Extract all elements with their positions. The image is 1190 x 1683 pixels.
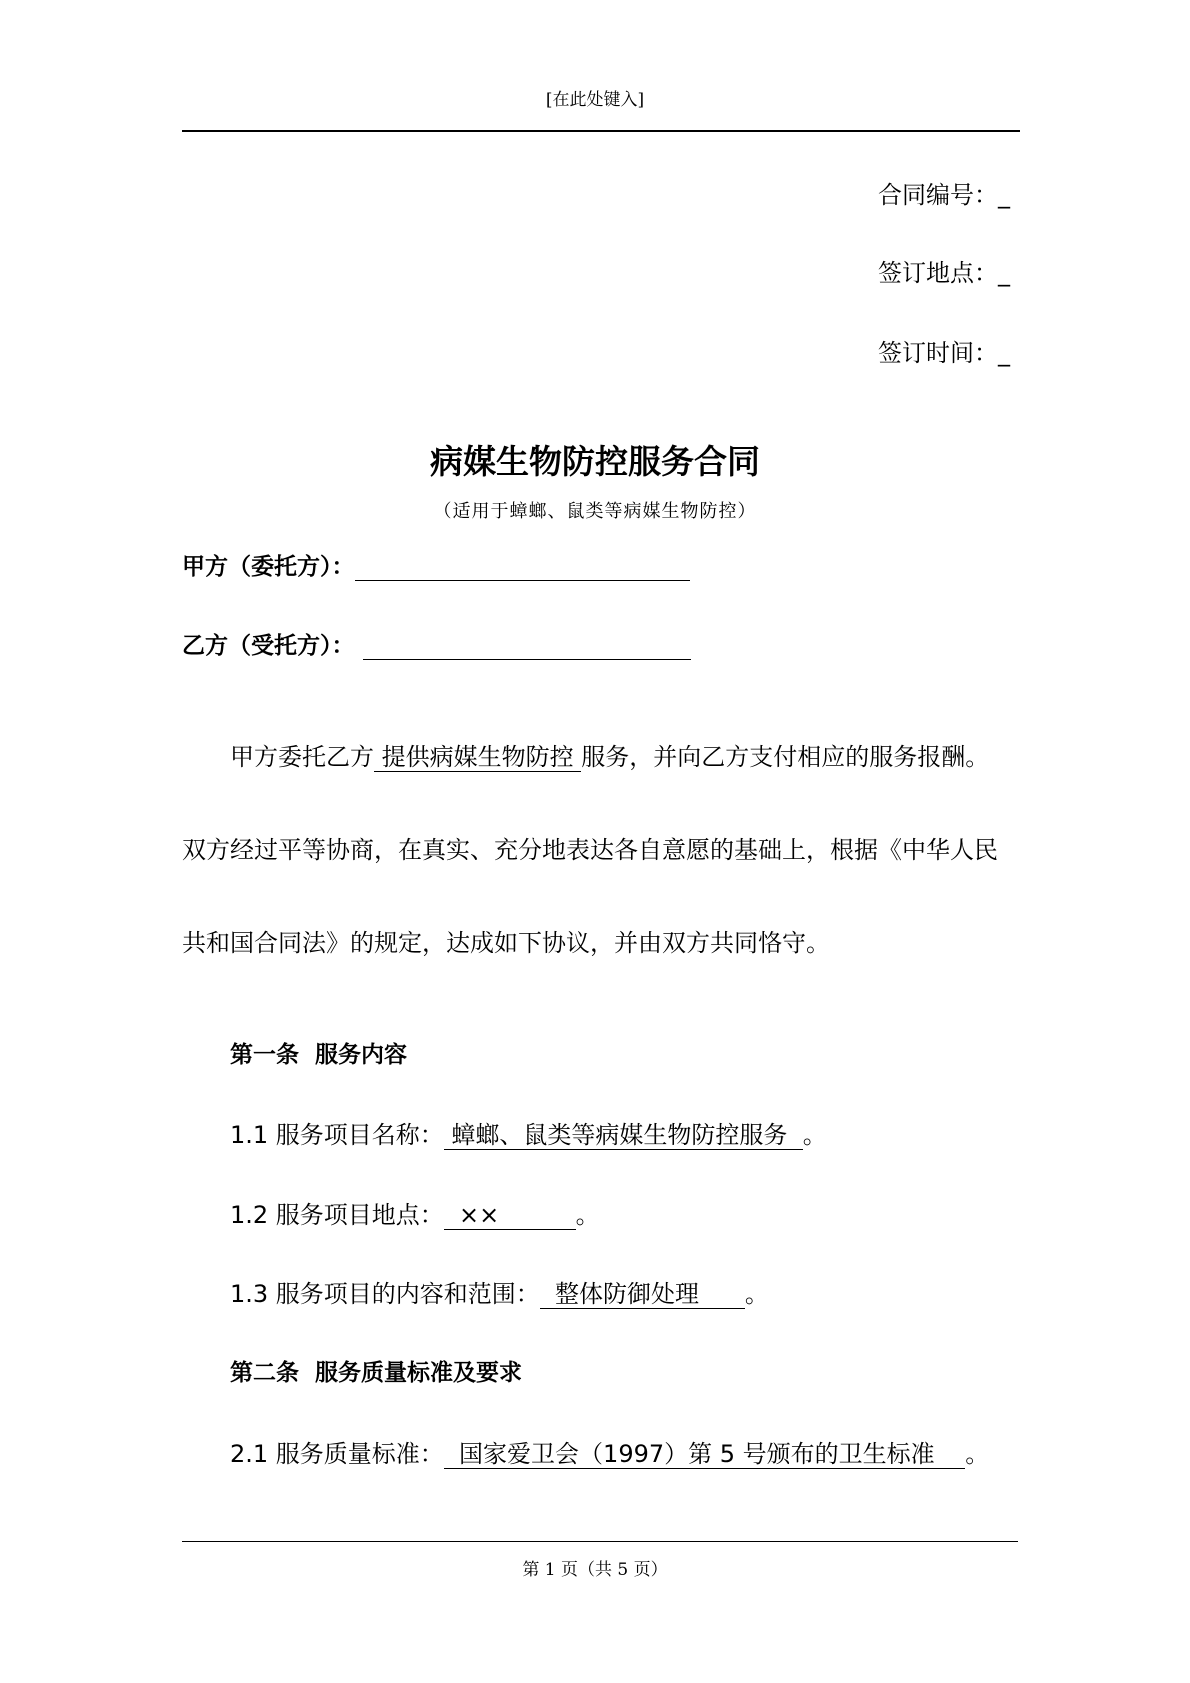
item-1-3-value: 整体防御处理 (539, 1280, 745, 1308)
item-1-2-label: 1.2 服务项目地点： (230, 1201, 444, 1229)
document-title: 病媒生物防控服务合同 (430, 442, 760, 481)
document-subtitle: （适用于蟑螂、鼠类等病媒生物防控） (433, 501, 757, 522)
signing-place: 签订地点：_ (878, 259, 1010, 287)
party-b-label: 乙方（受托方）： (182, 633, 355, 659)
article-1-heading: 第一条 服务内容 (230, 1042, 408, 1068)
item-1-1-value: 蟑螂、鼠类等病媒生物防控服务 (443, 1121, 803, 1149)
item-1-2 (230, 1195, 600, 1230)
intro-line-3: 共和国合同法》的规定，达成如下协议，并由双方共同恪守。 (182, 929, 830, 957)
item-1-2-end: 。 (575, 1201, 600, 1229)
item-2-1-label: 2.1 服务质量标准： (230, 1440, 444, 1468)
intro-line-1-post: 服务，并向乙方支付相应的服务报酬。 (581, 743, 990, 771)
intro-line-1-pre: 甲方委托乙方 (230, 743, 374, 771)
intro-line-1 (230, 737, 989, 772)
item-2-1-end: 。 (965, 1440, 990, 1468)
item-1-3 (230, 1274, 769, 1309)
item-1-1-end: 。 (802, 1121, 827, 1149)
intro-line-2: 双方经过平等协商，在真实、充分地表达各自意愿的基础上，根据《中华人民 (182, 836, 998, 864)
item-1-3-label: 1.3 服务项目的内容和范围： (230, 1280, 540, 1308)
item-1-1-label: 1.1 服务项目名称： (230, 1121, 444, 1149)
intro-service-field: 提供病媒生物防控 (374, 743, 582, 771)
party-b-line (182, 627, 691, 660)
item-1-3-end: 。 (744, 1280, 769, 1308)
party-b-blank (363, 633, 691, 660)
header-divider (182, 130, 1020, 132)
item-1-2-value: ×× (443, 1201, 576, 1229)
item-2-1 (230, 1434, 989, 1469)
article-2-heading: 第二条 服务质量标准及要求 (230, 1360, 523, 1386)
contract-number: 合同编号：_ (878, 181, 1010, 209)
signing-time: 签订时间：_ (878, 339, 1010, 367)
item-1-1 (230, 1115, 827, 1150)
item-2-1-value: 国家爱卫会（1997）第 5 号颁布的卫生标准 (443, 1440, 966, 1468)
party-a-blank (355, 554, 690, 581)
party-a-label: 甲方（委托方）： (182, 554, 355, 580)
footer-divider (182, 1541, 1018, 1542)
page-header: [在此处键入] (545, 90, 645, 110)
page-footer: 第 1 页（共 5 页） (522, 1560, 668, 1580)
party-a-line (182, 548, 690, 581)
